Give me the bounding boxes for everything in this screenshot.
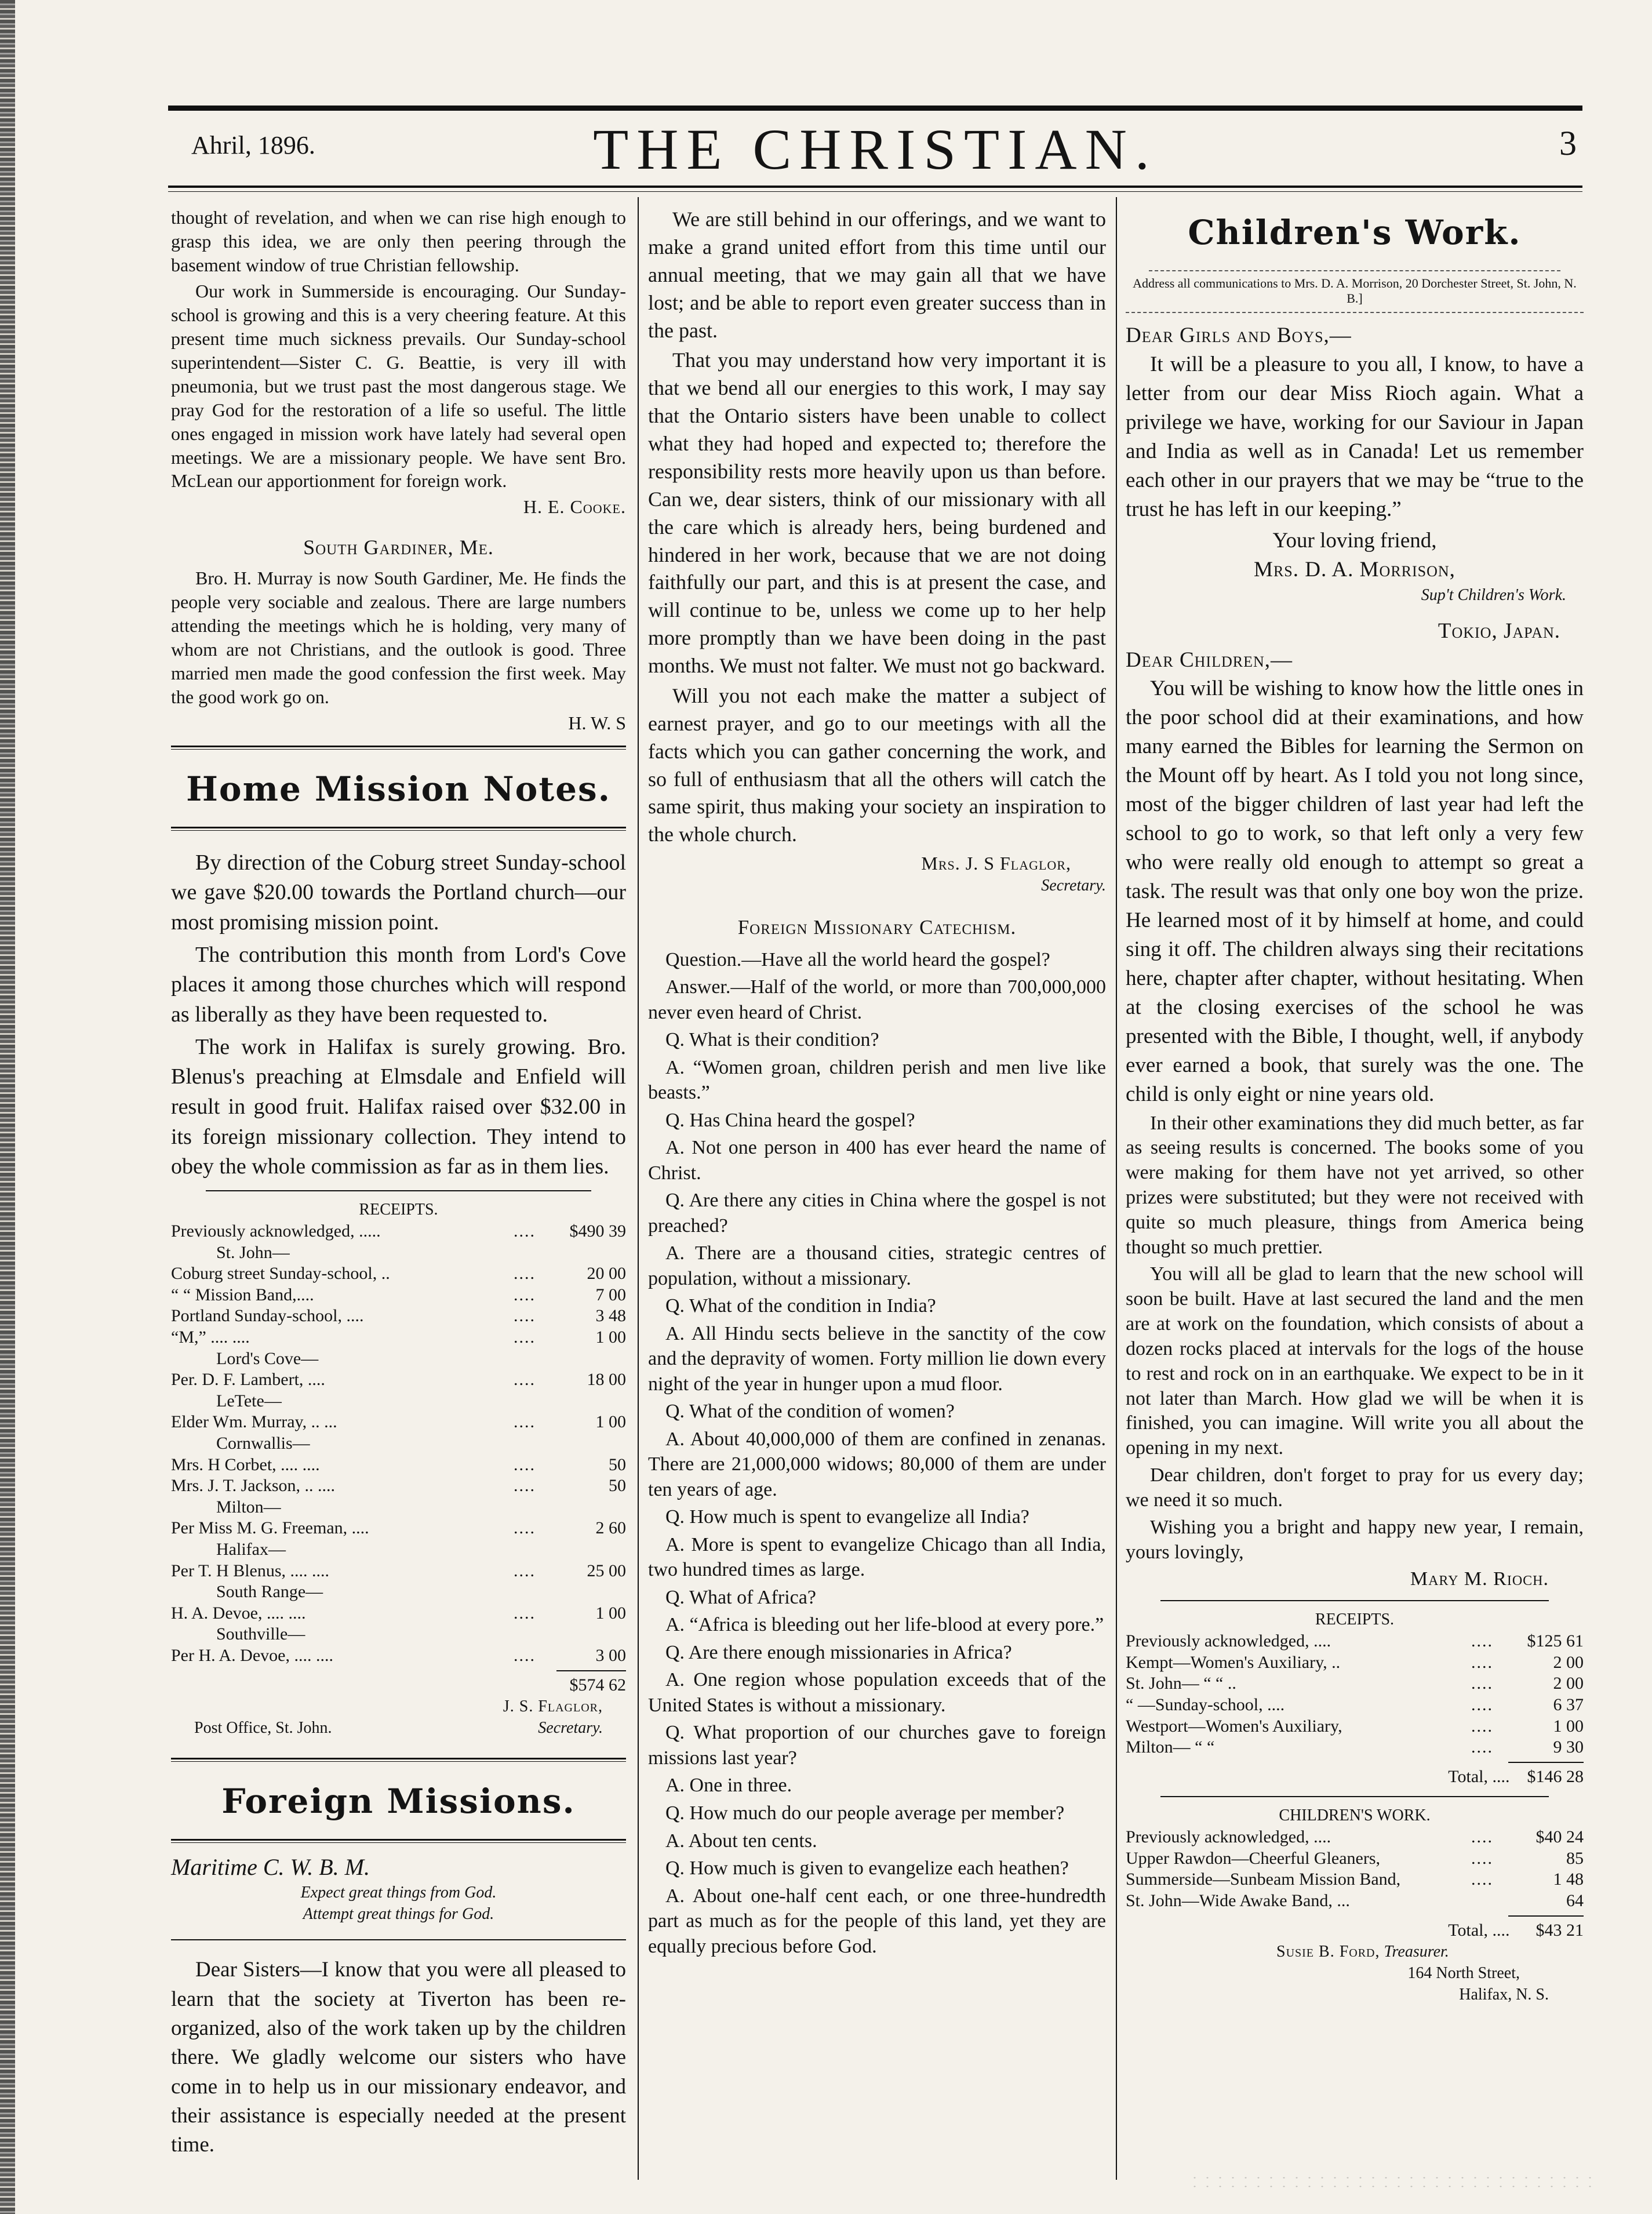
receipt-amount: 50 (609, 1455, 626, 1474)
receipt-row (171, 1242, 626, 1264)
receipt-leader: .... (514, 1285, 536, 1304)
receipt-label: “ —Sunday-school, .... (1126, 1695, 1285, 1714)
receipt-leader: .... (1471, 1737, 1493, 1757)
receipt-row (1126, 1716, 1584, 1737)
signature: H. W. S (568, 712, 626, 734)
page-number: 3 (1559, 124, 1577, 162)
receipt-row (171, 1624, 626, 1645)
receipt-leader (487, 1348, 562, 1370)
column-3 (1126, 206, 1584, 2006)
receipt-label: Elder Wm. Murray, .. ... (171, 1412, 337, 1432)
receipts-total: $574 62 (569, 1675, 626, 1695)
receipt-label: Westport—Women's Auxiliary, (1126, 1716, 1342, 1736)
role: Sup't Children's Work. (1421, 586, 1566, 604)
address-note: Address all communications to Mrs. D. A. Morrison, 20 Dorchester Street, St. John, N. B.] (1133, 275, 1577, 306)
receipt-row (171, 1327, 626, 1348)
receipt-leader (487, 1391, 562, 1412)
receipt-row (171, 1348, 626, 1370)
receipt-amount: 1 00 (595, 1412, 626, 1432)
receipt-leader: .... (1471, 1848, 1493, 1868)
receipt-amount: 7 00 (595, 1285, 626, 1304)
receipt-label: Kempt—Women's Auxiliary, .. (1126, 1652, 1341, 1672)
receipt-leader: .... (514, 1645, 536, 1665)
receipt-label: “ “ Mission Band,.... (171, 1285, 314, 1304)
receipt-leader: .... (514, 1264, 536, 1284)
receipt-leader: .... (514, 1603, 536, 1623)
receipt-amount: $490 39 (569, 1221, 626, 1241)
receipts-heading: CHILDREN'S WORK. (1279, 1806, 1431, 1825)
receipt-row (171, 1539, 626, 1561)
section-subheading: South Gardiner, Me. (303, 536, 494, 559)
closing: Your loving friend, (1272, 528, 1437, 552)
catechism-line: Q. What of the condition of women? (665, 1401, 955, 1423)
paragraph: The work in Halifax is surely growing. Bro. Blenus's preaching at Elmsdale and Enfield will result in good fruit. Halifax raised over $32.00 in its foreign missionary collection. They intend to obey the whole commission as far as in them lies. (171, 1034, 626, 1179)
receipt-row (171, 1285, 626, 1306)
receipt-leader (487, 1624, 562, 1645)
receipt-label: Per T. H Blenus, .... .... (171, 1561, 330, 1580)
receipt-leader: .... (1471, 1695, 1493, 1714)
address: Post Office, St. John. (194, 1719, 332, 1737)
receipt-label: Summerside—Sunbeam Mission Band, (1126, 1870, 1401, 1889)
paragraph: You will be wishing to know how the little ones in the poor school did at their examinations, and how many earned the Bibles for learning the Sermon on the Mount off by heart. As I told you not long since, most of the bigger children of last year had left the school to go to work, so that left only a very few who were really old enough to attempt so great a task. The result was that only one boy won the prize. He learned most of it by himself at home, and could sing it off. The children always sing their recitations here, chapter after chapter, without hesitating. When at the closing exercises of the school he was presented with the Bible, I thought, well, if anybody ever earned a book, that surely was the one. The child is only eight or nine years old. (1126, 677, 1584, 1106)
divider (1160, 1600, 1549, 1601)
receipt-label: Previously acknowledged, ..... (171, 1221, 381, 1241)
motto: Attempt great things for God. (303, 1905, 494, 1924)
receipt-row (1126, 1827, 1584, 1848)
receipt-label: South Range— (216, 1582, 323, 1602)
column-divider-1 (638, 197, 639, 2180)
receipt-amount: 3 00 (595, 1645, 626, 1665)
catechism-line: A. One region whose population exceeds that of the United States is without a missionary. (648, 1669, 1106, 1716)
receipt-label: St. John—Wide Awake Band, ... (1126, 1891, 1350, 1911)
receipt-amount: 20 00 (587, 1264, 626, 1284)
catechism-line: Q. What is their condition? (665, 1029, 879, 1051)
receipt-label: Southville— (216, 1624, 305, 1644)
receipt-row (171, 1369, 626, 1391)
receipt-leader: .... (1471, 1652, 1493, 1672)
receipt-label: LeTete— (216, 1391, 282, 1410)
receipt-amount: 1 00 (595, 1328, 626, 1347)
subheading: Maritime C. W. B. M. (171, 1853, 370, 1880)
scanned-page-edge (0, 0, 15, 2214)
receipt-amount (562, 1242, 626, 1264)
receipt-amount: 1 00 (595, 1603, 626, 1623)
receipt-row (171, 1582, 626, 1603)
section-heading-home-mission: Home Mission Notes. (186, 769, 611, 809)
signature: Mrs. D. A. Morrison, (1254, 557, 1455, 581)
receipt-amount (562, 1497, 626, 1518)
receipt-label: Previously acknowledged, .... (1126, 1631, 1331, 1651)
receipt-amount: 50 (609, 1476, 626, 1496)
receipt-leader (487, 1242, 562, 1264)
receipt-leader: .... (514, 1476, 536, 1496)
receipt-amount: 2 00 (1553, 1652, 1584, 1672)
section-heading-foreign-missions: Foreign Missions. (221, 1782, 576, 1821)
receipt-label: Previously acknowledged, .... (1126, 1827, 1331, 1847)
address: Halifax, N. S. (1459, 1986, 1549, 2004)
header-rule (168, 186, 1582, 188)
salutation: Dear Girls and Boys,— (1126, 323, 1352, 348)
signature: Mary M. Rioch. (1410, 1568, 1549, 1590)
receipt-label: Mrs. H Corbet, .... .... (171, 1455, 320, 1474)
receipt-row (171, 1475, 626, 1497)
paragraph: Dear Sisters—I know that you were all pleased to learn that the society at Tiverton has been re-organized, also of the work taken up by the children there. We gladly welcome our sisters who have come in to help us in our missionary endeavor, and their assistance is especially needed at the present time. (171, 1958, 626, 2157)
receipt-leader: .... (514, 1221, 536, 1241)
receipt-row (171, 1306, 626, 1327)
print-speckle (1188, 2173, 1594, 2191)
catechism-line: Q. Are there enough missionaries in Africa? (665, 1641, 1012, 1663)
catechism-line: Question.—Have all the world heard the gospel? (665, 948, 1050, 970)
top-rule-thick (168, 106, 1582, 111)
receipts-table (171, 1221, 626, 1666)
catechism-line: Q. What proportion of our churches gave to foreign missions last year? (648, 1722, 1106, 1769)
receipt-amount (562, 1539, 626, 1561)
receipt-row (1126, 1652, 1584, 1674)
receipt-amount: $125 61 (1527, 1631, 1584, 1651)
receipt-label: H. A. Devoe, .... .... (171, 1603, 306, 1623)
issue-date: Ahril, 1896. (191, 131, 315, 159)
catechism-line: A. “Africa is bleeding out her life-blood at every pore.” (665, 1614, 1104, 1636)
receipt-label: Upper Rawdon—Cheerful Gleaners, (1126, 1848, 1381, 1868)
receipt-label: Per. D. F. Lambert, .... (171, 1370, 325, 1390)
total-amount: $146 28 (1527, 1766, 1584, 1786)
receipt-amount: 85 (1566, 1848, 1584, 1868)
receipt-amount: 64 (1566, 1891, 1584, 1911)
total-label: Total, .... (1448, 1920, 1510, 1940)
signature: Mrs. J. S Flaglor, (921, 853, 1071, 874)
receipt-amount (562, 1348, 626, 1370)
receipt-label: St. John— (216, 1242, 290, 1262)
receipt-row (1126, 1869, 1584, 1891)
catechism-line: A. “Women groan, children perish and men live like beasts.” (648, 1056, 1106, 1104)
catechism-line: Q. What of the condition in India? (665, 1295, 936, 1317)
receipts-table (1126, 1631, 1584, 1758)
receipt-label: Per H. A. Devoe, .... .... (171, 1645, 333, 1665)
receipt-leader: .... (1471, 1827, 1493, 1847)
receipt-leader: .... (1471, 1870, 1493, 1889)
receipt-amount: 2 00 (1553, 1674, 1584, 1693)
role: Secretary. (538, 1719, 603, 1737)
receipt-leader: .... (514, 1455, 536, 1474)
receipt-row (171, 1263, 626, 1285)
receipt-amount: 3 48 (595, 1306, 626, 1326)
catechism-line: A. About 40,000,000 of them are confined in zenanas. There are 21,000,000 widows; 80,000 of them are under ten years of age. (648, 1428, 1106, 1500)
receipt-row (171, 1603, 626, 1624)
role: Secretary. (1041, 877, 1106, 895)
receipt-amount: 9 30 (1553, 1737, 1584, 1757)
receipt-amount: 1 48 (1553, 1870, 1584, 1889)
receipt-leader (487, 1433, 562, 1455)
divider (206, 1190, 591, 1191)
receipt-leader (487, 1497, 562, 1518)
catechism-line: Q. How much do our people average per member? (665, 1802, 1065, 1824)
receipt-leader: .... (514, 1561, 536, 1580)
address: 164 North Street, (1407, 1964, 1520, 1983)
section-separator (171, 746, 626, 750)
paragraph: By direction of the Coburg street Sunday-school we gave $20.00 towards the Portland church—our most promising mission point. (171, 850, 626, 935)
receipt-amount: 2 60 (595, 1518, 626, 1538)
signature: Susie B. Ford, (1276, 1943, 1380, 1961)
receipt-label: Lord's Cove— (216, 1348, 319, 1368)
catechism-line: Q. How much is spent to evangelize all India? (665, 1506, 1029, 1528)
receipt-leader: .... (1471, 1631, 1493, 1651)
receipt-label: Milton— “ “ (1126, 1737, 1215, 1757)
catechism-line: Answer.—Half of the world, or more than 700,000,000 never even heard of Christ. (648, 976, 1106, 1023)
role: Treasurer. (1384, 1943, 1449, 1961)
paragraph: Our work in Summerside is encouraging. Our Sunday-school is growing and this is a very cheering feature. At this present time much sickness prevails. Our Sunday-school superintendent—Sister C. G. Beattie, is very ill with pneumonia, but we trust past the most dangerous stage. We pray God for the restoration of a life so useful. The little ones engaged in mission work have lately had several open meetings. We are a missionary people. We have sent Bro. McLean our apportionment for foreign work. (171, 280, 626, 492)
catechism-line: Q. What of Africa? (665, 1586, 816, 1608)
column-2 (648, 206, 1106, 1961)
receipt-amount (562, 1433, 626, 1455)
receipt-amount (562, 1624, 626, 1645)
receipt-amount: 18 00 (587, 1370, 626, 1390)
receipt-row (171, 1561, 626, 1582)
receipt-row (1126, 1673, 1584, 1695)
divider (1160, 1796, 1549, 1797)
column-1 (171, 206, 626, 2162)
receipt-leader: .... (514, 1518, 536, 1538)
signature: J. S. Flaglor, (503, 1697, 603, 1716)
receipt-row (1126, 1848, 1584, 1870)
receipt-amount: $40 24 (1535, 1827, 1584, 1847)
receipt-leader: .... (514, 1306, 536, 1326)
receipt-row (1126, 1631, 1584, 1652)
paragraph: The contribution this month from Lord's Cove places it among those churches which will respond as liberally as they have been requested to. (171, 942, 626, 1027)
receipt-label: Mrs. J. T. Jackson, .. .... (171, 1476, 336, 1496)
catechism-line: A. All Hindu sects believe in the sanctity of the cow and the depravity of women. Forty million lie down every night of the year in hunger upon a mud floor. (648, 1322, 1106, 1395)
receipt-amount: 1 00 (1553, 1716, 1584, 1736)
receipt-row (171, 1518, 626, 1539)
section-separator (171, 827, 626, 831)
paragraph: Dear children, don't forget to pray for us every day; we need it so much. (1126, 1464, 1584, 1511)
receipts-heading: RECEIPTS. (1315, 1610, 1395, 1629)
paragraph: You will all be glad to learn that the new school will soon be built. Have at last secured the land and the men are at work on the foundation, which consists of about a dozen rocks placed at intervals for the logs of the house to rest and rock on in an earthquake. We expect to be in it not later than March. How glad we will be when it is finished, you can imagine. Will write you all about the opening in my next. (1126, 1263, 1584, 1459)
masthead-title: THE CHRISTIAN. (593, 117, 1158, 181)
receipt-label: Per Miss M. G. Freeman, .... (171, 1518, 369, 1538)
catechism-line: A. One in three. (665, 1775, 792, 1797)
receipt-row (171, 1412, 626, 1433)
paragraph: Wishing you a bright and happy new year, I remain, yours lovingly, (1126, 1516, 1584, 1563)
receipt-amount (562, 1391, 626, 1412)
catechism-heading: Foreign Missionary Catechism. (737, 916, 1017, 939)
catechism-line: A. About ten cents. (665, 1830, 817, 1852)
catechism-line: Q. Are there any cities in China where the gospel is not preached? (648, 1190, 1106, 1237)
section-separator (171, 1839, 626, 1843)
paragraph: In their other examinations they did much better, as far as seeing results is concerned. The books some of you were making for them have not yet arrived, so other prizes were substituted; but they were not received with quite so much pleasure, things from America being thought so much prettier. (1126, 1112, 1584, 1258)
catechism-line: A. About one-half cent each, or one three-hundredth part as much as for the people of this land, yet they are equally precious before God. (648, 1885, 1106, 1957)
receipt-row (171, 1221, 626, 1242)
receipt-leader (487, 1539, 562, 1561)
receipt-label: St. John— “ “ .. (1126, 1674, 1236, 1693)
paragraph: It will be a pleasure to you all, I know, to have a letter from our dear Miss Rioch again. What a privilege we have, working for our Saviour in Japan and India as well as in Canada! Let us remember each other in our prayers that we may be “true to the trust he has left in our keeping.” (1126, 352, 1584, 521)
catechism-line: A. More is spent to evangelize Chicago than all India, two hundred times as large. (648, 1533, 1106, 1581)
paragraph: thought of revelation, and when we can rise high enough to grasp this idea, we are only then peering through the basement window of true Christian fellowship. (171, 207, 626, 275)
paragraph: We are still behind in our offerings, and we want to make a grand united effort from this time until our annual meeting, that we may gain all that we have lost; and be able to report even greater success than in the past. (648, 208, 1106, 342)
receipts-table (1126, 1827, 1584, 1911)
page-header (168, 119, 1582, 183)
receipt-label: Cornwallis— (216, 1433, 310, 1453)
receipt-row (171, 1455, 626, 1476)
signature: H. E. Cooke. (523, 496, 626, 518)
catechism-line: A. There are a thousand cities, strategic centres of population, without a missionary. (648, 1242, 1106, 1289)
receipt-row (171, 1497, 626, 1518)
receipt-amount: 6 37 (1553, 1695, 1584, 1714)
catechism-line: A. Not one person in 400 has ever heard the name of Christ. (648, 1137, 1106, 1184)
section-separator (171, 1758, 626, 1762)
receipt-leader: .... (514, 1370, 536, 1390)
column-divider-2 (1116, 197, 1117, 2180)
receipt-label: Milton— (216, 1497, 281, 1517)
catechism-line: Q. Has China heard the gospel? (665, 1109, 915, 1131)
receipt-row (171, 1645, 626, 1667)
catechism (648, 947, 1106, 1959)
receipt-leader: .... (514, 1412, 536, 1432)
header-rule-thin (168, 191, 1582, 192)
receipt-row (1126, 1737, 1584, 1758)
receipt-amount: 25 00 (587, 1561, 626, 1580)
paragraph: Bro. H. Murray is now South Gardiner, Me. He finds the people very sociable and zealous. There are large numbers attending the meetings which he is holding, very many of whom are not Christians, and the outlook is good. Three married men made the good confession the first week. May the good work go on. (171, 568, 626, 708)
receipt-leader: .... (1471, 1716, 1493, 1736)
receipt-row (1126, 1891, 1584, 1912)
receipt-leader (487, 1582, 562, 1603)
receipt-leader: .... (1471, 1674, 1493, 1693)
total-label: Total, .... (1448, 1766, 1510, 1786)
receipts-heading: RECEIPTS. (359, 1201, 438, 1219)
receipt-label: “M,” .... .... (171, 1328, 250, 1347)
receipt-row (171, 1433, 626, 1455)
paragraph: Will you not each make the matter a subject of earnest prayer, and go to our meetings with all the facts which you can gather concerning the work, and so full of enthusiasm that all the others will catch the same spirit, thus making your society an inspiration to the whole church. (648, 684, 1106, 846)
receipt-leader: .... (514, 1328, 536, 1347)
receipt-leader (1444, 1891, 1520, 1912)
place: Tokio, Japan. (1438, 619, 1560, 643)
catechism-line: Q. How much is given to evangelize each heathen? (665, 1857, 1069, 1879)
total-amount: $43 21 (1535, 1920, 1584, 1940)
receipt-label: Coburg street Sunday-school, .. (171, 1264, 390, 1284)
motto: Expect great things from God. (300, 1884, 497, 1902)
paragraph: That you may understand how very important it is that we bend all our energies to this work, I may say that the Ontario sisters have been unable to collect what they had hoped and expected to; therefore the responsibility rests more heavily upon us than before. Can we, dear sisters, think of our missionary with all the care which is already hers, being burdened and hindered in her work, because that we are not doing faithfully our part, and this is at present the case, and will continue to be, unless we come up to her help more promptly than we have been doing in the past months. We must not falter. We must not go backward. (648, 348, 1106, 677)
receipt-label: Halifax— (216, 1539, 286, 1559)
receipt-label: Portland Sunday-school, .... (171, 1306, 364, 1326)
salutation: Dear Children,— (1126, 648, 1293, 672)
receipt-amount (562, 1582, 626, 1603)
section-heading-childrens-work: Children's Work. (1188, 213, 1522, 252)
receipt-row (1126, 1695, 1584, 1716)
receipt-row (171, 1391, 626, 1412)
